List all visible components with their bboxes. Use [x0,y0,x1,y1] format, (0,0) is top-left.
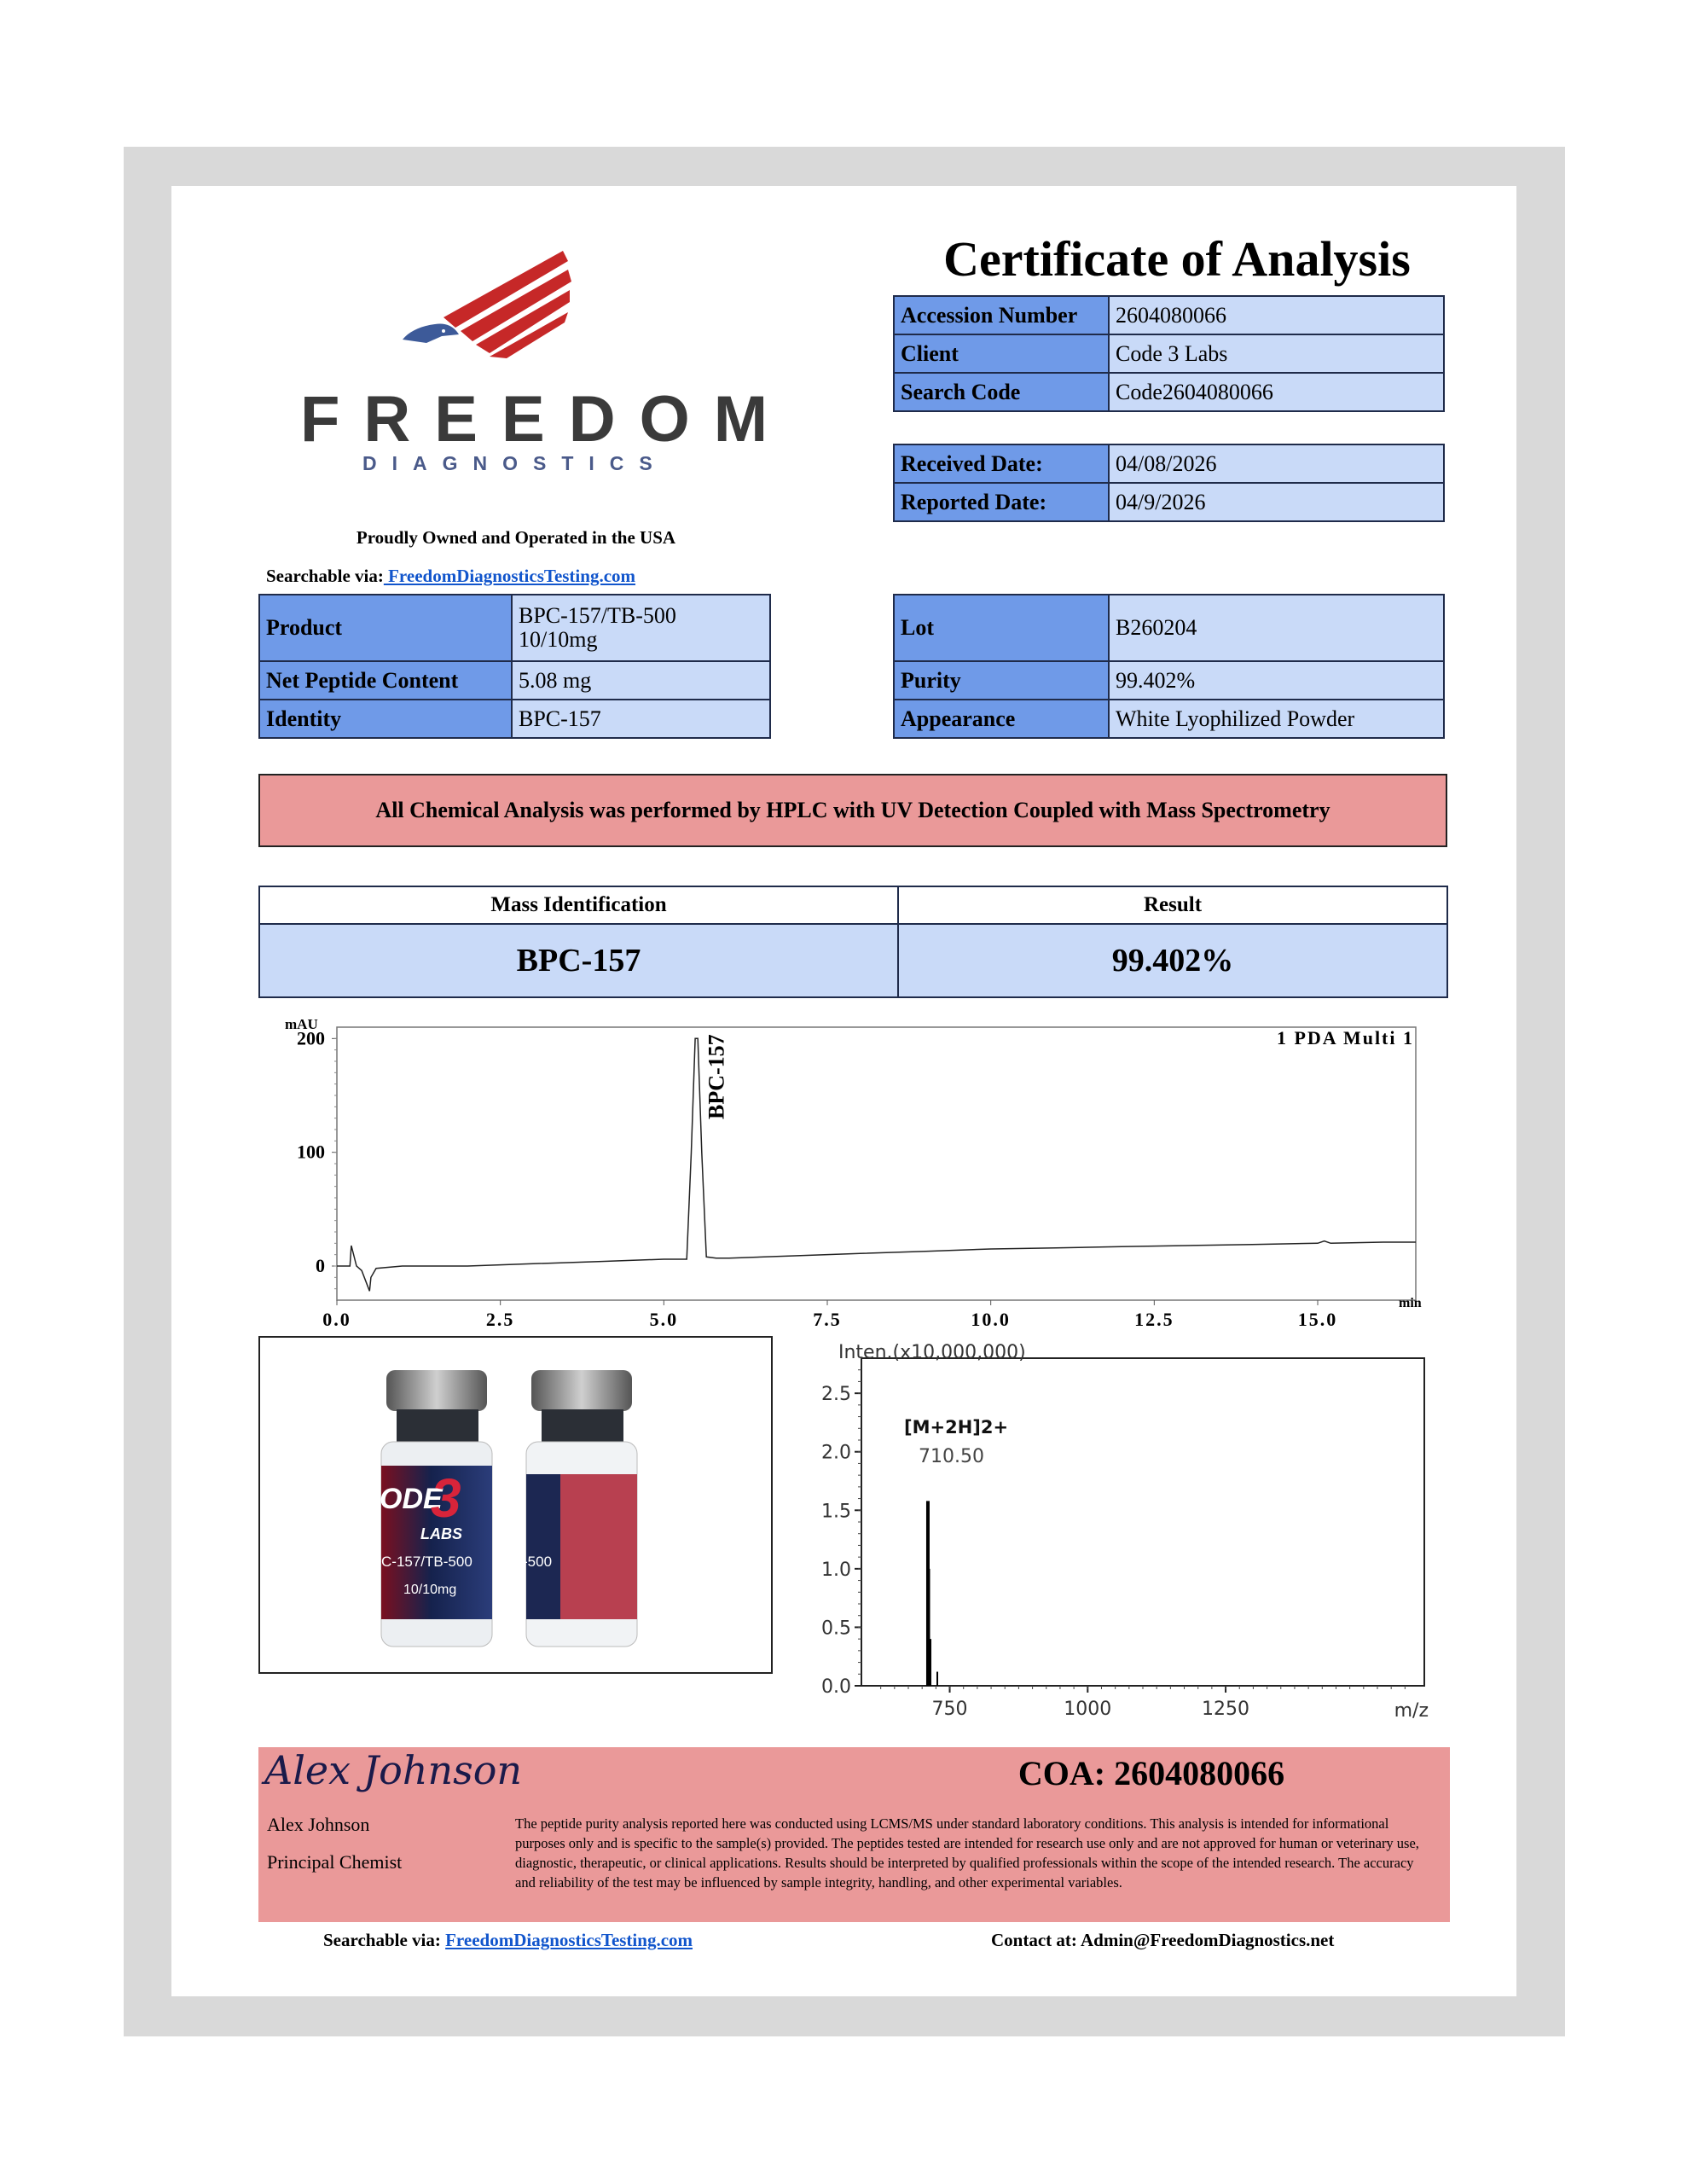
chromatogram-x-tick-label: 7.5 [813,1309,842,1330]
mass-spectrum-chart [797,1341,1463,1725]
spectrum-xunit: m/z [1394,1700,1429,1722]
appearance-key: Appearance [894,700,1109,738]
table-row [259,661,770,700]
chromatogram-y-tick-label: 100 [297,1141,325,1163]
table-header-row [259,886,1447,924]
brand-subtitle: DIAGNOSTICS [362,452,668,474]
appearance-value: White Lyophilized Powder [1109,700,1444,738]
client-key: Client [894,334,1109,373]
searchable-link[interactable]: FreedomDiagnosticsTesting.com [383,566,636,586]
reported-date-value: 04/9/2026 [1109,483,1444,521]
received-date-key: Received Date: [894,444,1109,483]
search-code-value: Code2604080066 [1109,373,1444,411]
chemist-name: Alex Johnson [267,1814,370,1835]
table-row [259,595,770,661]
coa-number: COA: 2604080066 [1017,1754,1285,1792]
reported-date-key: Reported Date: [894,483,1109,521]
result-value: 99.402% [898,924,1447,997]
table-row [894,661,1444,700]
spectrum-ion-label: [M+2H]2+ [904,1417,1009,1438]
chromatogram-x-tick-label: 0.0 [322,1309,351,1330]
table-row [894,334,1444,373]
received-date-value: 04/08/2026 [1109,444,1444,483]
chromatogram-peak-label: BPC-157 [704,1034,729,1120]
spectrum-peaks [928,1501,937,1686]
certificate-title: Certificate of Analysis [943,231,1411,287]
searchable-label: Searchable via: [266,566,384,586]
table-row [894,373,1444,411]
chemist-title: Principal Chemist [267,1851,403,1873]
client-value: Code 3 Labs [1109,334,1444,373]
net-peptide-value: 5.08 mg [512,661,770,700]
spectrum-x-tick-label: 750 [931,1699,968,1720]
spectrum-y-tick-label: 2.0 [821,1442,851,1464]
disclaimer-text: The peptide purity analysis reported here was conducted using LCMS/MS under standard laboratory conditions. This analysis is intended for informational purposes only and is specific to the sample(s) provided. The peptides tested are intended for research use only and are not approved for human or veterinary use, diagnostic, therapeutic, or clinical applications. Results should be interpreted by qualified professionals within the scope of the intended research. The accuracy and reliability of the test may be influenced by sample integrity, handling, and other experimental variables. [515,1815,1419,1891]
table-row [894,700,1444,738]
chromatogram-x-tick-label: 5.0 [649,1309,679,1330]
chromatogram-y-tick-label: 200 [297,1027,325,1049]
method-banner: All Chemical Analysis was performed by HPLC with UV Detection Coupled with Mass Spectrometry [258,774,1447,847]
footer-searchable-via [323,1930,693,1951]
vial-brand-number: 3 [431,1467,461,1529]
chromatogram-y-tick-label: 0 [316,1255,325,1276]
brand-tagline: Proudly Owned and Operated in the USA [356,527,676,548]
mass-identification-table [258,886,1448,998]
chemist-signature: Alex Johnson [264,1747,523,1793]
chromatogram-ylabel: mAU [285,1017,318,1032]
spectrum-y-tick-label: 0.0 [821,1676,851,1698]
product-key: Product [259,595,512,661]
accession-table [893,295,1445,412]
spectrum-x-tick-label: 1000 [1064,1699,1112,1720]
identity-key: Identity [259,700,512,738]
chromatogram-plot-frame [337,1027,1416,1300]
table-row [259,924,1447,997]
table-row [894,595,1444,661]
table-row [259,700,770,738]
spectrum-x-tick-label: 1250 [1202,1699,1250,1720]
mass-id-value: BPC-157 [259,924,898,997]
product-value-line1: BPC-157/TB-500 [519,603,676,628]
chromatogram-x-tick-label: 12.5 [1134,1309,1174,1330]
vial-dose-text: 10/10mg [403,1583,457,1597]
vial-product-text: C-157/TB-500 [381,1554,472,1570]
brand-name: FREEDOM [300,383,791,456]
spectrum-y-tick-label: 1.5 [821,1501,851,1523]
spectrum-y-tick-label: 2.5 [821,1384,851,1406]
lot-value: B260204 [1109,595,1444,661]
search-code-key: Search Code [894,373,1109,411]
table-row [894,483,1444,521]
vial-brand-text: ODE [380,1483,443,1515]
footer-searchable-link[interactable]: FreedomDiagnosticsTesting.com [445,1930,693,1950]
dates-table [893,444,1445,522]
hplc-chromatogram [256,1017,1433,1333]
table-row [894,444,1444,483]
table-row [894,296,1444,334]
eagle-flag-logo-icon [401,249,571,360]
chromatogram-x-tick-label: 2.5 [485,1309,515,1330]
spectrum-mz-label: 710.50 [919,1446,984,1467]
contact-email: Contact at: Admin@FreedomDiagnostics.net [991,1930,1335,1950]
spectrum-plot-frame [861,1358,1424,1686]
product-value-line2: 10/10mg [519,627,598,652]
lot-table [893,594,1445,739]
spectrum-y-tick-label: 1.0 [821,1559,851,1581]
searchable-via [266,566,635,587]
footer-searchable-label: Searchable via: [323,1930,441,1950]
identity-value: BPC-157 [512,700,770,738]
accession-key: Accession Number [894,296,1109,334]
result-header: Result [898,886,1447,924]
chromatogram-xunit: min [1399,1296,1422,1310]
lot-key: Lot [894,595,1109,661]
spectrum-y-tick-label: 0.5 [821,1618,851,1640]
purity-value: 99.402% [1109,661,1444,700]
vials-photo-icon [260,1338,772,1672]
vial-labs-text: LABS [420,1525,462,1542]
chromatogram-axis-ticks [297,1027,1337,1330]
spectrum-title: Inten.(x10,000,000) [838,1342,1026,1363]
chromatogram-title: 1 PDA Multi 1 [1276,1027,1414,1048]
product-value [512,595,770,661]
chromatogram-x-tick-label: 10.0 [971,1309,1011,1330]
product-table [258,594,771,739]
mass-id-header: Mass Identification [259,886,898,924]
chromatogram-series-line [337,1038,1416,1291]
net-peptide-key: Net Peptide Content [259,661,512,700]
vial-right-product-text: -500 [523,1554,553,1570]
accession-value: 2604080066 [1109,296,1444,334]
chromatogram-x-tick-label: 15.0 [1297,1309,1338,1330]
product-vials-photo [258,1336,773,1674]
purity-key: Purity [894,661,1109,700]
